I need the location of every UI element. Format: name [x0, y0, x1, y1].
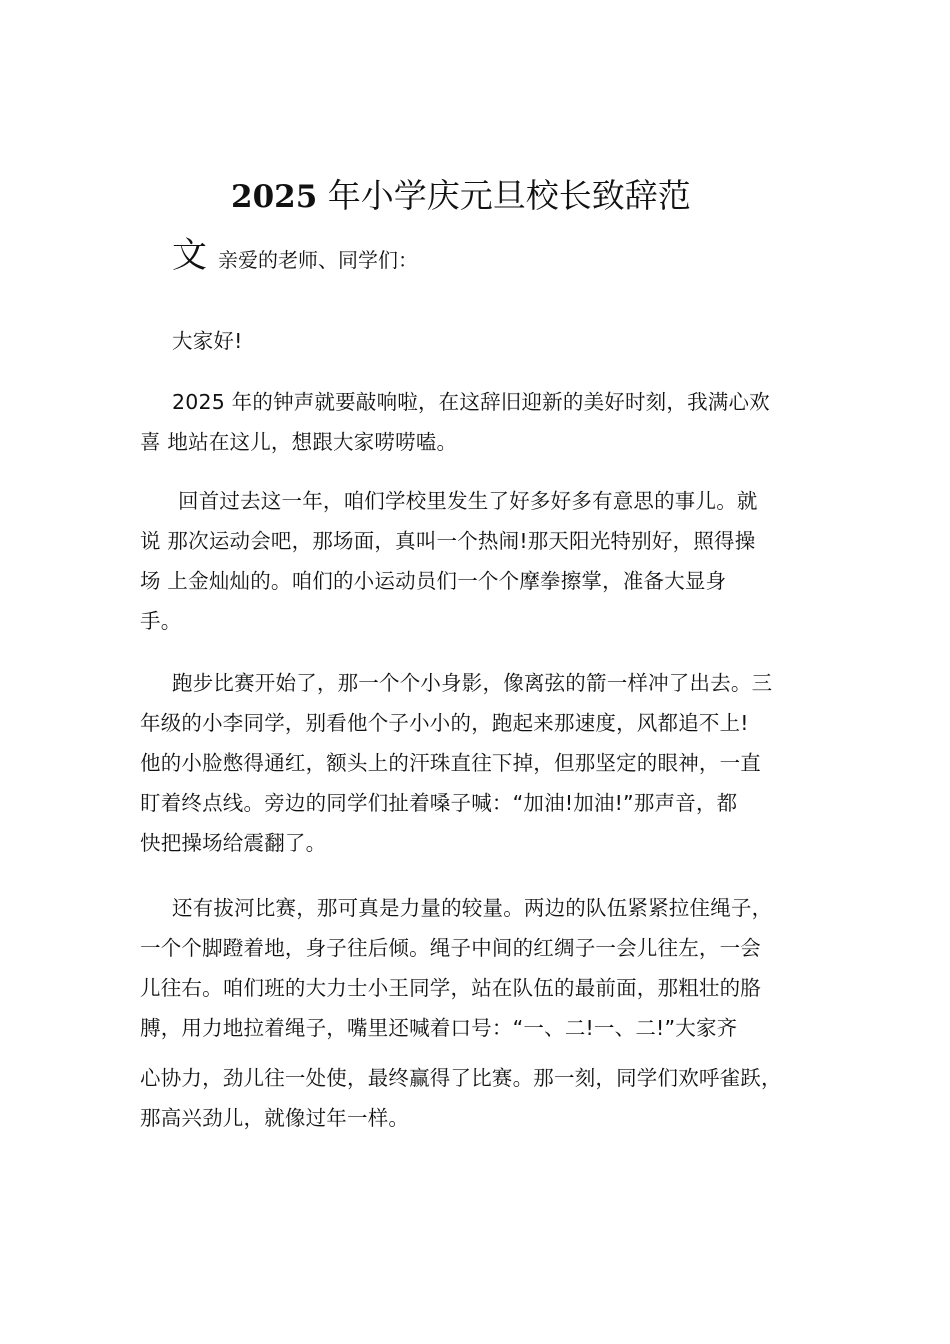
paragraph-line: 一个个脚蹬着地，身子往后倾。绳子中间的红绸子一会儿往左，一会 — [140, 936, 761, 960]
paragraph-line: 心协力，劲儿往一处使，最终赢得了比赛。那一刻，同学们欢呼雀跃， — [140, 1066, 782, 1090]
paragraph-line: 说 那次运动会吧，那场面，真叫一个热闹!那天阳光特别好，照得操 — [140, 529, 756, 553]
paragraph-line: 回首过去这一年，咱们学校里发生了好多好多有意思的事儿。就 — [178, 489, 758, 513]
paragraph-line: 膊，用力地拉着绳子，嘴里还喊着口号：“一、二!一、二!”大家齐 — [140, 1016, 738, 1040]
salutation: 亲爱的老师、同学们： — [218, 248, 418, 272]
paragraph-line: 快把操场给震翻了。 — [140, 831, 327, 855]
paragraph-line: 他的小脸憋得通红，额头上的汗珠直往下掉，但那坚定的眼神，一直 — [140, 751, 761, 775]
title-tail: 文 — [172, 236, 208, 276]
paragraph-line: 手。 — [140, 609, 182, 633]
document-title — [231, 176, 691, 217]
greeting-line: 大家好! — [172, 329, 243, 353]
paragraph-line: 喜 地站在这儿，想跟大家唠唠嗑。 — [140, 430, 458, 454]
title-year: 2025 — [231, 179, 318, 215]
paragraph-line: 场 上金灿灿的。咱们的小运动员们一个个摩拳擦掌，准备大显身 — [140, 569, 727, 593]
paragraph-line: 那高兴劲儿，就像过年一样。 — [140, 1106, 410, 1130]
paragraph-line: 2025 年的钟声就要敲响啦，在这辞旧迎新的美好时刻，我满心欢 — [172, 390, 770, 414]
paragraph-line: 儿往右。咱们班的大力士小王同学，站在队伍的最前面，那粗壮的胳 — [140, 976, 761, 1000]
paragraph-line: 年级的小李同学，别看他个子小小的，跑起来那速度，风都追不上! — [140, 711, 749, 735]
title-text: 年小学庆元旦校长致辞范 — [317, 176, 691, 215]
paragraph-line: 还有拔河比赛，那可真是力量的较量。两边的队伍紧紧拉住绳子， — [172, 896, 773, 920]
paragraph-line: 跑步比赛开始了，那一个个小身影，像离弦的箭一样冲了出去。三 — [172, 671, 773, 695]
paragraph-line: 盯着终点线。旁边的同学们扯着嗓子喊：“加油!加油!”那声音，都 — [140, 791, 738, 815]
